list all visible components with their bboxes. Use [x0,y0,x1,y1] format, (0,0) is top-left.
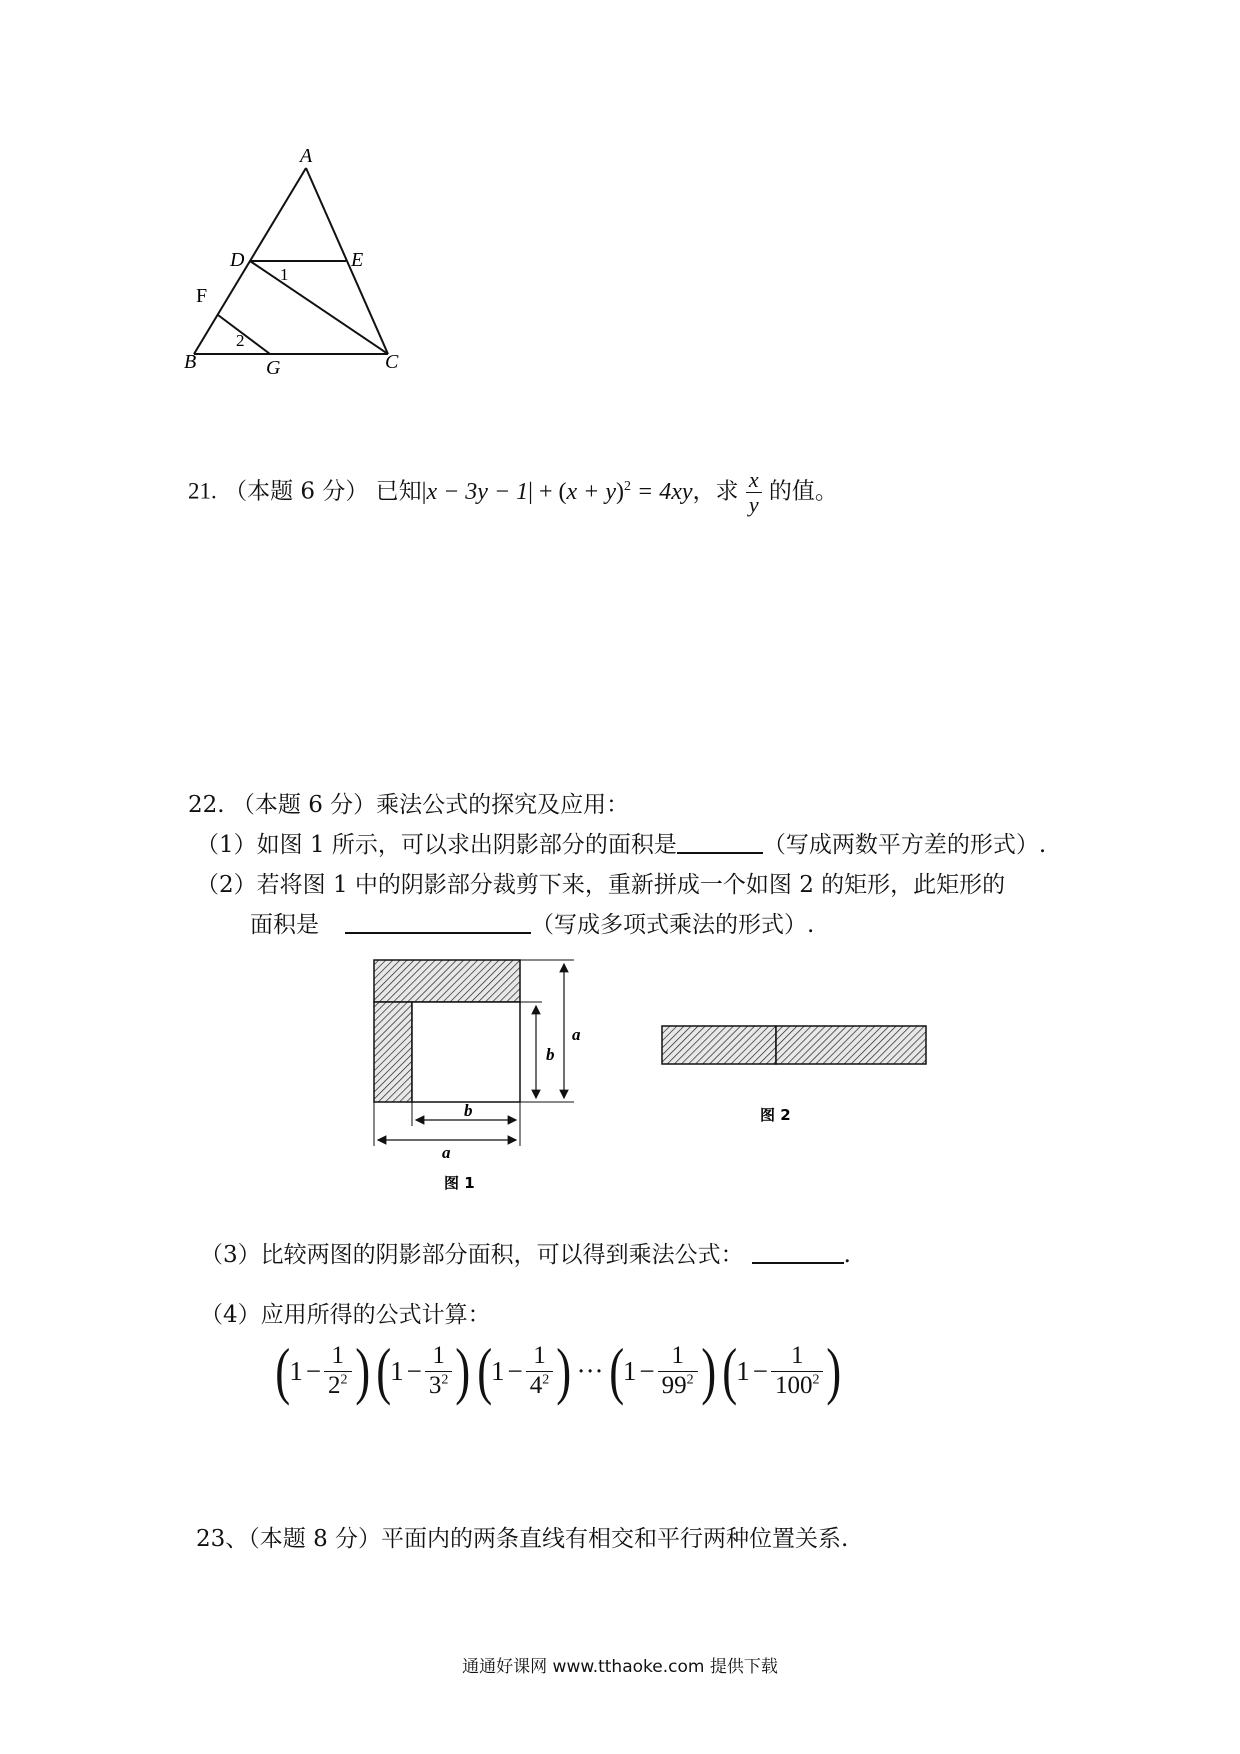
close-paren: ) [455,1335,471,1406]
product-factor [719,1335,845,1406]
fraction-denominator [526,1372,554,1401]
denominator-base: 100 [774,1371,813,1399]
fraction-numerator: 1 [658,1342,698,1372]
factor-one: 1 [622,1355,637,1386]
fraction-denominator [425,1372,453,1401]
q22-part3: （3）比较两图的阴影部分面积，可以得到乘法公式： . [200,1242,851,1268]
denominator-exponent: 2 [542,1372,550,1388]
q22-part3-blank [752,1262,844,1264]
factor-fraction [658,1342,698,1401]
fig1-label-a-bottom: a [442,1143,451,1162]
factor-minus: − [752,1355,768,1386]
fig1-shaded-left [374,1002,412,1102]
label-a: A [300,145,313,167]
figure-1 [360,950,600,1210]
factor-one: 1 [736,1355,750,1386]
denominator-base: 2 [328,1371,341,1399]
fig1-label-a-side: a [572,1025,581,1044]
label-d: D [230,249,245,271]
product-factor [272,1335,373,1406]
fig2-right-part [776,1026,926,1064]
fraction-denominator [771,1372,824,1401]
q22-product-expression [272,1335,845,1406]
question-21 [188,468,838,517]
factor-fraction [324,1342,352,1401]
q21-number: 21. [188,478,217,504]
triangle-figure [180,140,420,380]
q22-part1-blank [677,852,763,854]
factor-minus: − [406,1355,422,1386]
fraction-numerator: 1 [425,1342,453,1372]
label-b: B [184,351,197,373]
open-paren: ( [275,1335,291,1406]
close-paren: ) [700,1335,716,1406]
label-f: F [196,285,208,307]
q21-score: （本题 6 分） [224,478,369,505]
q22-part2-blank [345,932,531,934]
close-paren: ) [556,1335,572,1406]
factor-fraction [771,1342,824,1401]
denominator-exponent: 2 [812,1372,820,1388]
q21-ask: ，求 [692,478,739,505]
close-paren: ) [354,1335,370,1406]
question-23: 23、（本题 8 分）平面内的两条直线有相交和平行两种位置关系. [196,1526,849,1552]
fraction-denominator [658,1372,698,1401]
fig1-inner-square [412,1002,520,1102]
label-g: G [266,357,281,379]
fig1-label-b-bottom: b [464,1101,473,1120]
fig1-shaded-top [374,960,520,1002]
q22-part2-line2: 面积是 （写成多项式乘法的形式）. [250,912,815,938]
fig1-caption: 图 1 [444,1174,475,1192]
denominator-exponent: 2 [441,1372,449,1388]
fraction-numerator: 1 [324,1342,352,1372]
page-footer: 通通好课网 www.tthaoke.com 提供下载 [462,1657,778,1677]
product-factor [373,1335,474,1406]
figure-2 [650,1010,930,1140]
open-paren: ( [608,1335,624,1406]
fig2-left-part [662,1026,776,1064]
product-factor [606,1335,719,1406]
denominator-base: 3 [428,1371,442,1399]
q22-part4: （4）应用所得的公式计算： [200,1302,491,1328]
factor-one: 1 [491,1355,505,1386]
factor-fraction [526,1342,554,1401]
label-e: E [351,249,364,271]
close-paren: ) [826,1335,842,1406]
angle-1-label: 1 [280,265,289,284]
q21-lead: 已知 [375,478,422,505]
q21-tail: 的值。 [768,478,838,505]
q21-equation: $|x - 3y - 1| + (x + y)^2 = 4xy$ [421,478,693,505]
open-paren: ( [376,1335,391,1406]
q22-header: 22. （本题 6 分）乘法公式的探究及应用： [188,792,630,818]
factor-one: 1 [390,1355,404,1386]
factor-minus: − [507,1355,523,1386]
q21-fraction: $\frac{x}{y}$ [746,468,762,517]
fraction-numerator: 1 [526,1342,554,1372]
denominator-exponent: 2 [686,1372,694,1388]
product-factors [272,1335,845,1406]
factor-minus: − [305,1355,322,1386]
denominator-base: 4 [529,1371,543,1399]
denominator-exponent: 2 [340,1372,348,1388]
fig2-caption: 图 2 [760,1106,791,1124]
factor-one: 1 [289,1355,303,1386]
open-paren: ( [476,1335,492,1406]
product-ellipsis: ··· [576,1355,604,1386]
q22-part1: （1）如图 1 所示，可以求出阴影部分的面积是 （写成两数平方差的形式）. [196,832,1047,858]
denominator-base: 99 [661,1371,687,1399]
factor-minus: − [639,1355,655,1386]
angle-2-label: 2 [236,331,245,350]
label-c: C [385,351,399,373]
fraction-numerator: 1 [771,1342,824,1372]
q22-part2-line1: （2）若将图 1 中的阴影部分裁剪下来，重新拼成一个如图 2 的矩形，此矩形的 [196,872,1006,898]
fraction-denominator [324,1372,352,1401]
open-paren: ( [722,1335,738,1406]
product-factor [474,1335,575,1406]
factor-fraction [425,1342,453,1401]
fig1-label-b-side: b [546,1045,555,1064]
